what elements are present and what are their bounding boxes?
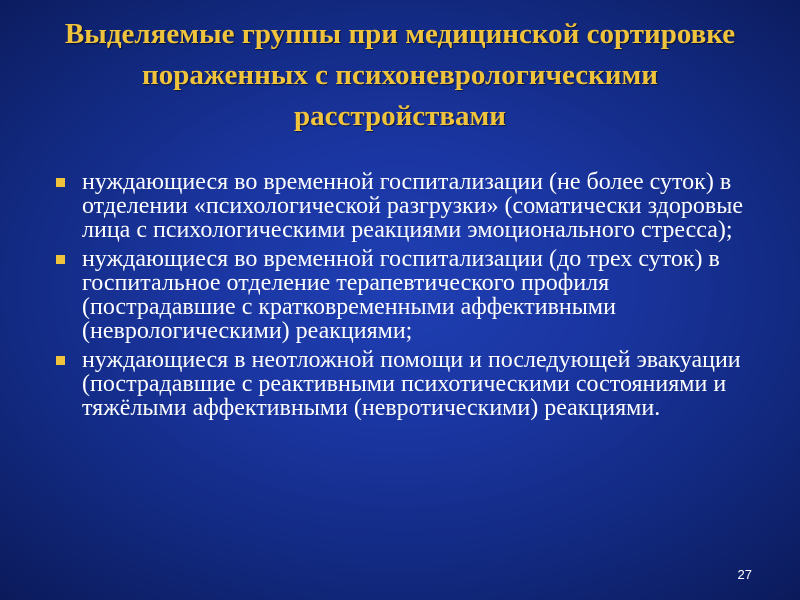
slide-title: Выделяемые группы при медицинской сортировке пораженных с психоневрологическими расстройствами <box>64 18 736 132</box>
bullet-item <box>55 247 760 343</box>
square-bullet-icon <box>56 178 65 187</box>
bullet-list <box>55 170 760 425</box>
bullet-text: нуждающиеся во временной госпитализации (не более суток) в отделении «психологической разгрузки» (соматически здоровые лица с психологическими реакциями эмоционального стресса); <box>82 169 743 243</box>
page-number: 27 <box>737 567 752 582</box>
square-bullet-icon <box>56 255 65 264</box>
bullet-text: нуждающиеся в неотложной помощи и последующей эвакуации (пострадавшие с реактивными психотическими состояниями и тяжёлыми аффективными (невротическими) реакциями. <box>82 347 741 421</box>
square-bullet-icon <box>56 356 65 365</box>
bullet-item <box>55 348 760 420</box>
bullet-item <box>55 170 760 242</box>
bullet-text: нуждающиеся во временной госпитализации (до трех суток) в госпитальное отделение терапевтического профиля (пострадавшие с кратковременными аффективными (неврологическими) реакциями; <box>82 246 720 344</box>
